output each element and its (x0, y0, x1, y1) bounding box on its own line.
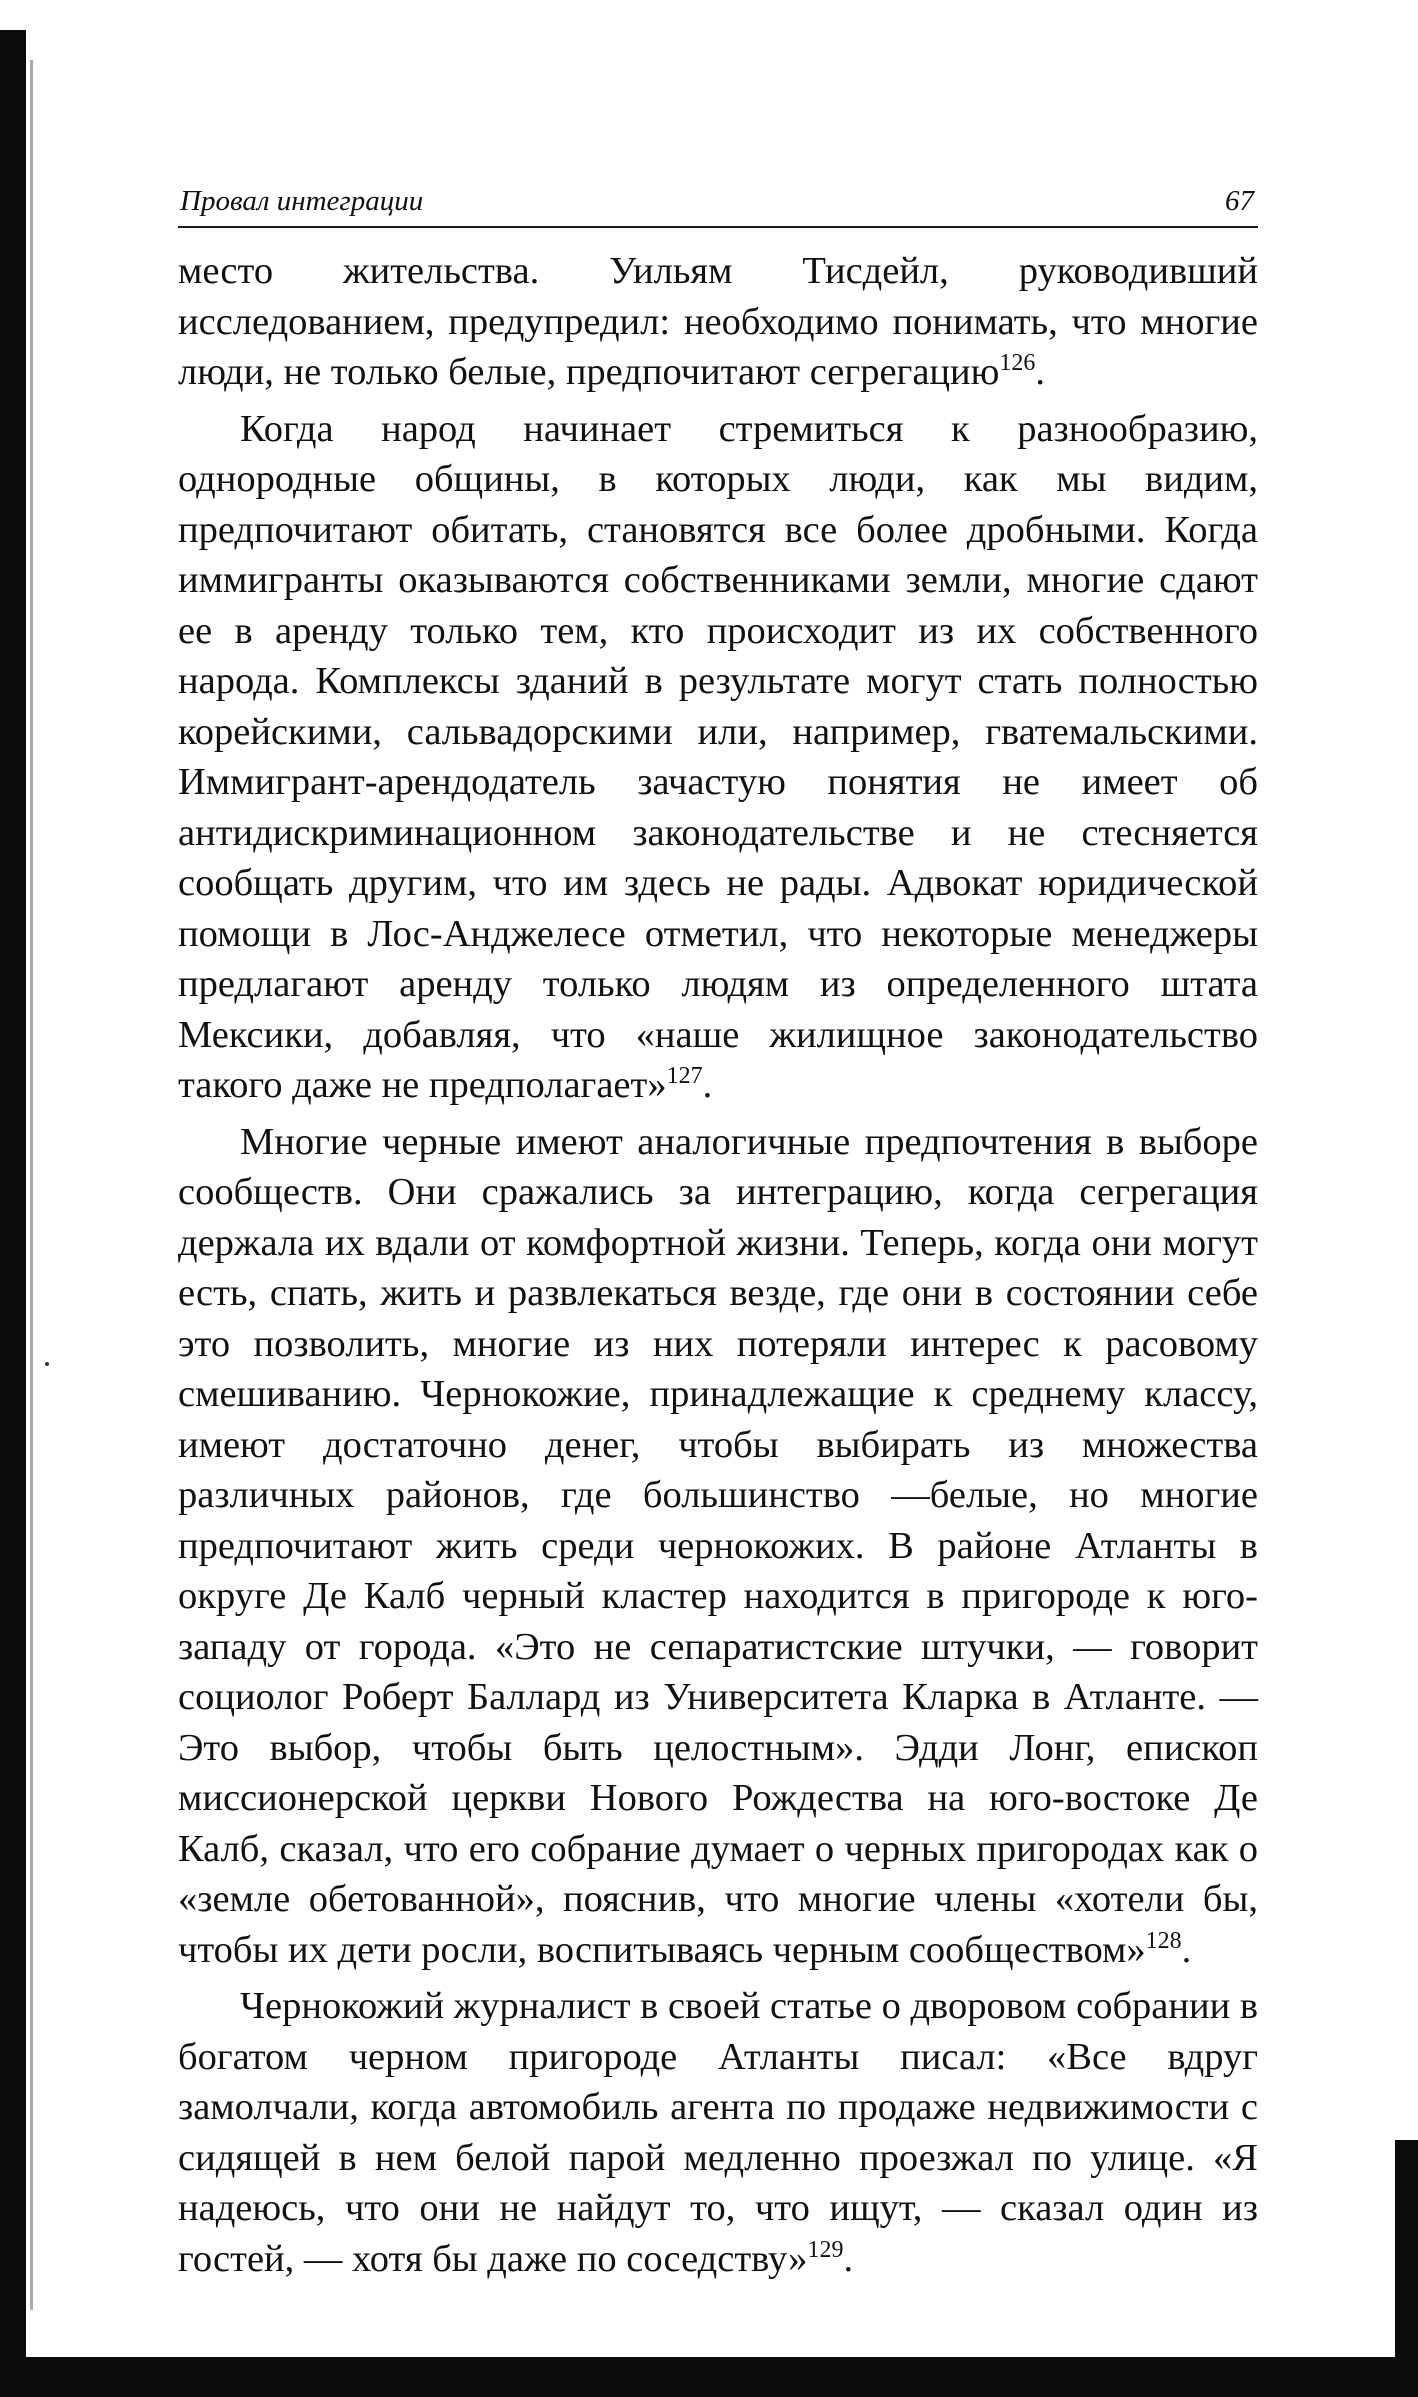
scan-edge-bottom (0, 2357, 1418, 2397)
paragraph-end: . (702, 1064, 713, 1106)
paragraph-end: . (843, 2237, 854, 2280)
paragraph (178, 404, 1258, 1111)
body-text (178, 246, 1258, 2284)
scan-edge-right (1395, 2140, 1418, 2397)
paragraph-end: . (1035, 351, 1046, 393)
footnote-ref: 128 (1145, 1927, 1182, 1954)
running-head (178, 180, 1258, 228)
footnote-ref: 129 (807, 2236, 844, 2263)
paragraph-end: . (1181, 1928, 1192, 1971)
paragraph-text: место жительства. Уильям Тисдейл, руководивший исследованием, предупредил: необходимо понимать, что многие люди, не только белые, предпочитают сегрегацию (178, 250, 1258, 393)
scan-edge-left (0, 30, 26, 2370)
paragraph-text: Многие черные имеют аналогичные предпочтения в выборе сообществ. Они сражались за интеграцию, когда сегрегация держала их вдали от комфортной жизни. Теперь, когда они могут есть, спать, жить и развлекаться везде, где они в состоянии себе это позволить, многие из них потеряли интерес к расовому смешиванию. Чернокожие, принадлежащие к среднему классу, имеют достаточно денег, чтобы выбирать из множества различных районов, где большинство —белые, но многие предпочитают жить среди чернокожих. В районе Атланты в округе Де Калб черный кластер находится в пригороде к юго-западу от города. «Это не сепаратистские штучки, — говорит социолог Роберт Баллард из Университета Кларка в Атланте. — Это выбор, чтобы быть целостным». Эдди Лонг, епископ миссионерской церкви Нового Рождества на юго-востоке Де Калб, сказал, что его собрание думает о черных пригородах как о «земле обетованной», пояснив, что многие члены «хотели бы, чтобы их дети росли, воспитываясь черным сообществом» (178, 1120, 1258, 1971)
footnote-ref: 127 (666, 1063, 703, 1090)
footnote-ref: 126 (999, 350, 1036, 377)
running-head-title: Провал интеграции (180, 185, 424, 217)
paragraph (178, 1117, 1258, 1976)
scan-edge-line (30, 60, 33, 2310)
page-number: 67 (1225, 185, 1254, 217)
paragraph-text: Чернокожий журналист в своей статье о дворовом собрании в богатом черном пригороде Атланты писал: «Все вдруг замолчали, когда автомобиль агента по продаже недвижимости с сидящей в нем белой парой медленно проезжал по улице. «Я надеюсь, что они не найдут то, что ищут, — сказал один из гостей, — хотя бы даже по соседству» (178, 1985, 1259, 2280)
paragraph-text: Когда народ начинает стремиться к разнообразию, однородные общины, в которых люди, как мы видим, предпочитают обитать, становятся все более дробными. Когда иммигранты оказываются собственниками земли, многие сдают ее в аренду только тем, кто происходит из их собственного народа. Комплексы зданий в результате могут стать полностью корейскими, сальвадорскими или, например, гватемальскими. Иммигрант-арендодатель зачастую понятия не имеет об антидискриминационном законодательстве и не стесняется сообщать другим, что им здесь не рады. Адвокат юридической помощи в Лос-Анджелесе отметил, что некоторые менеджеры предлагают аренду только людям из определенного штата Мексики, добавляя, что «наше жилищное законодательство такого даже не предполагает» (178, 407, 1258, 1106)
scan-speck (45, 1362, 49, 1366)
book-page (178, 180, 1258, 2290)
paragraph (178, 1981, 1258, 2284)
paragraph (178, 246, 1258, 398)
